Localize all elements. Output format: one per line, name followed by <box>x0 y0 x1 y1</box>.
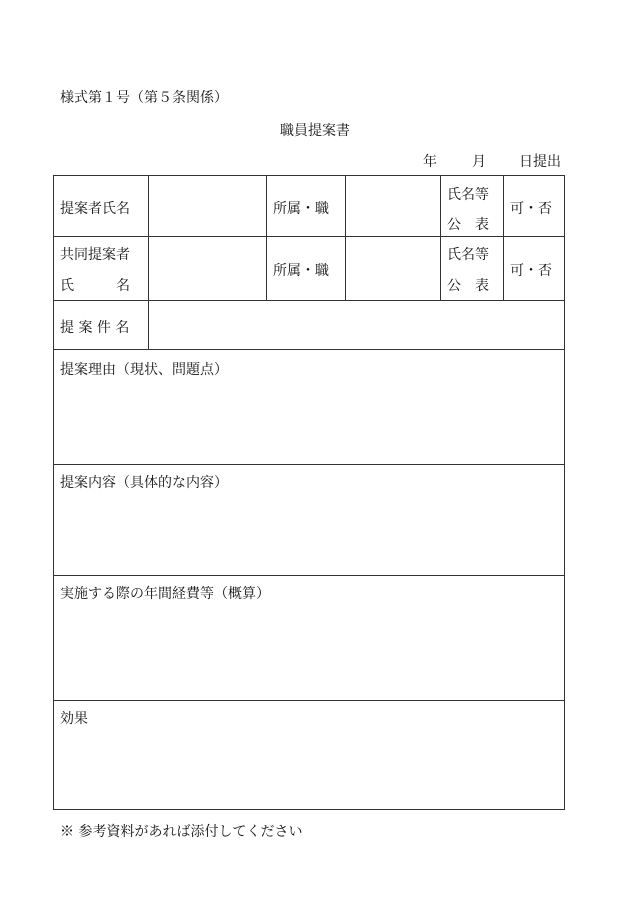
column-divider <box>503 176 504 300</box>
subject-label: 提 案 件 名 <box>60 320 130 336</box>
subject-field[interactable] <box>148 300 566 349</box>
cost-field[interactable] <box>54 575 566 700</box>
date-month-label: 月 <box>472 154 486 170</box>
column-divider <box>440 176 441 300</box>
row-divider <box>54 236 564 237</box>
name-disclosure-label-4: 公 表 <box>447 278 489 294</box>
content-label: 提案内容（具体的な内容） <box>60 475 228 491</box>
document-title: 職員提案書 <box>280 123 350 139</box>
co-proposer-affiliation-field[interactable] <box>345 236 440 300</box>
proposer-affiliation-label: 所属・職 <box>273 201 329 217</box>
co-proposer-affiliation-label: 所属・職 <box>273 263 329 279</box>
co-proposer-label-2: 氏 名 <box>60 278 130 294</box>
date-year-label: 年 <box>423 154 437 170</box>
footnote: ※ 参考資料があれば添付してください <box>60 824 303 840</box>
disclosure-choice-2[interactable]: 可・否 <box>510 263 552 279</box>
proposer-affiliation-field[interactable] <box>345 176 440 236</box>
form-number-label: 様式第１号（第５条関係） <box>60 90 228 106</box>
proposer-name-field[interactable] <box>148 176 266 236</box>
co-proposer-name-field[interactable] <box>148 236 266 300</box>
proposer-name-label: 提案者氏名 <box>60 201 130 217</box>
name-disclosure-label-2: 公 表 <box>447 217 489 233</box>
reason-label: 提案理由（現状、問題点） <box>60 362 228 378</box>
effect-label: 効果 <box>60 711 88 727</box>
proposal-form-table <box>53 175 565 810</box>
co-proposer-label-1: 共同提案者 <box>60 247 130 263</box>
content-field[interactable] <box>54 464 566 575</box>
cost-label: 実施する際の年間経費等（概算） <box>60 586 270 602</box>
reason-field[interactable] <box>54 349 566 464</box>
name-disclosure-label-3: 氏名等 <box>447 247 489 263</box>
effect-field[interactable] <box>54 700 566 810</box>
column-divider <box>266 176 267 300</box>
disclosure-choice-1[interactable]: 可・否 <box>510 201 552 217</box>
name-disclosure-label-1: 氏名等 <box>447 187 489 203</box>
date-day-submitted-label: 日提出 <box>519 154 561 170</box>
